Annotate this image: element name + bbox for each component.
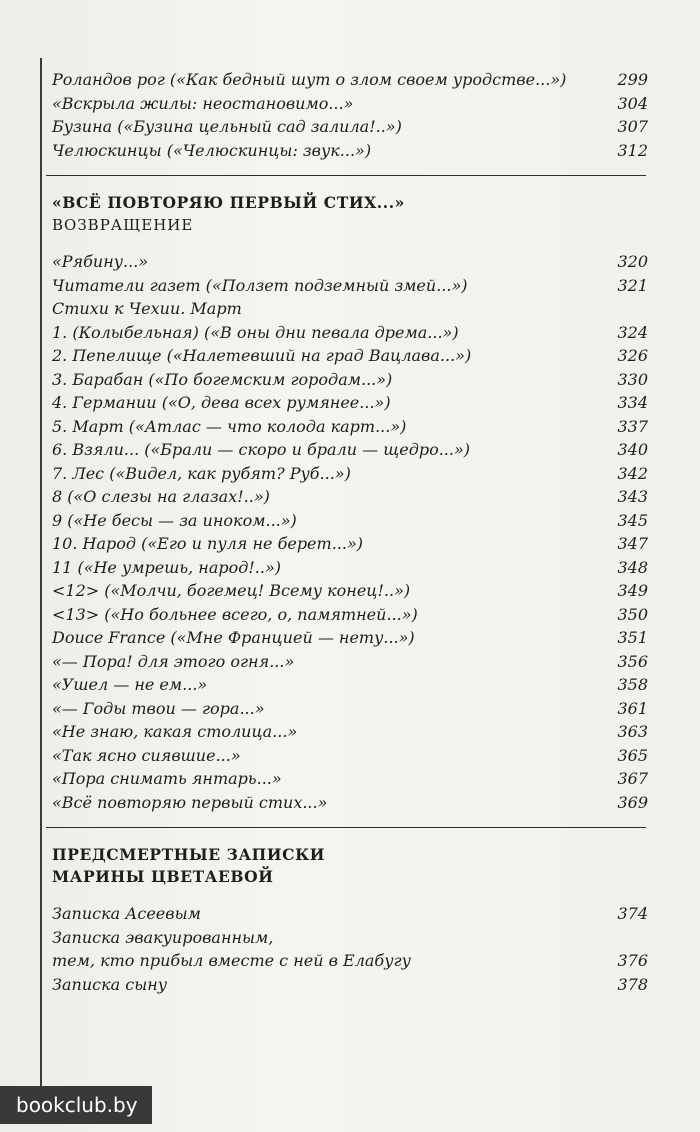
- toc-entry-page-number: 320: [617, 252, 648, 271]
- toc-entry-page-number: 321: [617, 275, 648, 295]
- toc-entry-page-number: 374: [617, 904, 648, 923]
- toc-entry: [52, 462, 648, 486]
- toc-entry: [52, 532, 648, 556]
- toc-entry-title: «Рябину...»: [52, 252, 149, 271]
- toc-list-verses: [52, 250, 648, 814]
- toc-entry-page-number: 343: [617, 487, 648, 506]
- section-heading-notes: [52, 844, 648, 888]
- toc-entry: [52, 438, 648, 462]
- toc-entry-page-number: 324: [617, 322, 648, 342]
- page-gutter-line: [40, 58, 42, 1098]
- toc-entry-title: «Так ясно сиявшие...»: [52, 745, 241, 765]
- toc-entry-title: Читатели газет («Ползет подземный змей...»): [52, 275, 468, 295]
- toc-entry-page-number: 367: [617, 769, 648, 788]
- toc-entry-title: 4. Германии («О, дева всех румянее...»): [52, 393, 391, 412]
- toc-entry: [52, 720, 648, 744]
- toc-entry: [52, 344, 648, 368]
- toc-entry-title: Douce France («Мне Францией — нету...»): [52, 628, 415, 647]
- toc-entry: [52, 92, 648, 116]
- toc-entry-page-number: 378: [617, 974, 648, 994]
- toc-entry-page-number: 337: [617, 416, 648, 436]
- toc-entry-title: 5. Март («Атлас — что колода карт...»): [52, 416, 407, 436]
- toc-entry-title: 7. Лес («Видел, как рубят? Руб...»): [52, 463, 351, 483]
- toc-entry-page-number: 361: [617, 698, 648, 718]
- toc-entry: [52, 321, 648, 345]
- toc-entry: [52, 139, 648, 163]
- toc-entry-page-number: 348: [617, 557, 648, 577]
- toc-entry: [52, 926, 648, 950]
- toc-entry-page-number: 363: [617, 722, 648, 741]
- toc-entry-page-number: 349: [617, 581, 648, 600]
- toc-entry: [52, 791, 648, 815]
- toc-entry-title: «Всё повторяю первый стих...»: [52, 792, 328, 812]
- toc-entry-page-number: 307: [617, 117, 648, 136]
- toc-entry: [52, 767, 648, 791]
- toc-entry: [52, 391, 648, 415]
- toc-entry: [52, 744, 648, 768]
- section-divider: [46, 175, 646, 176]
- toc-entry-page-number: 356: [617, 651, 648, 671]
- toc-entry-title: <13> («Но больнее всего, о, памятней...»): [52, 604, 418, 624]
- toc-entry-title: 6. Взяли... («Брали — скоро и брали — щедро...»): [52, 440, 470, 459]
- toc-entry-title: 11 («Не умрешь, народ!..»): [52, 557, 282, 577]
- toc-entry: [52, 603, 648, 627]
- toc-entry: [52, 556, 648, 580]
- toc-entry-title: Челюскинцы («Челюскинцы: звук...»): [52, 140, 372, 160]
- toc-entry-page-number: 350: [617, 604, 648, 624]
- toc-entry-page-number: 299: [617, 70, 648, 89]
- toc-entry-page-number: 351: [617, 628, 648, 647]
- toc-entry-title: 9 («Не бесы — за иноком...»): [52, 510, 297, 530]
- toc-entry: [52, 509, 648, 533]
- toc-list-top: [52, 68, 648, 162]
- section-heading-verses: «ВСЁ ПОВТОРЯЮ ПЕРВЫЙ СТИХ...»: [52, 193, 405, 212]
- toc-entry-title: Стихи к Чехии. Март: [52, 299, 242, 318]
- toc-entry-title: Роландов рог («Как бедный шут о злом своем уродстве...»): [52, 70, 567, 89]
- section-heading-notes-line1: ПРЕДСМЕРТНЫЕ ЗАПИСКИ: [52, 845, 326, 864]
- toc-entry-page-number: 304: [617, 93, 648, 113]
- toc-entry: [52, 368, 648, 392]
- toc-entry-page-number: 330: [617, 369, 648, 389]
- toc-entry-title: 1. (Колыбельная) («В оны дни певала дрема...»): [52, 322, 459, 342]
- toc-entry: [52, 626, 648, 650]
- site-watermark: bookclub.by: [0, 1086, 152, 1124]
- toc-entry-page-number: 326: [617, 346, 648, 365]
- toc-entry-title: «— Пора! для этого огня...»: [52, 651, 295, 671]
- toc-entry: [52, 274, 648, 298]
- toc-entry: [52, 485, 648, 509]
- toc-entry: [52, 902, 648, 926]
- toc-entry-title: Записка эвакуированным,: [52, 927, 274, 947]
- toc-entry-title: 8 («О слезы на глазах!..»): [52, 487, 270, 506]
- toc-entry-title: 10. Народ («Его и пуля не берет...»): [52, 534, 363, 553]
- toc-entry-page-number: 347: [617, 534, 648, 553]
- section-subheading-return: ВОЗВРАЩЕНИЕ: [52, 216, 194, 234]
- toc-entry-page-number: 369: [617, 792, 648, 812]
- toc-entry-title: 3. Барабан («По богемским городам...»): [52, 369, 393, 389]
- toc-list-notes: [52, 902, 648, 996]
- toc-entry: [52, 415, 648, 439]
- toc-entry-title: <12> («Молчи, богемец! Всему конец!..»): [52, 581, 411, 600]
- toc-entry-title: Записка сыну: [52, 974, 168, 994]
- toc-entry-title: Бузина («Бузина цельный сад залила!..»): [52, 117, 402, 136]
- toc-entry-title: «— Годы твои — гора...»: [52, 698, 265, 718]
- toc-entry-page-number: 345: [617, 510, 648, 530]
- toc-entry: [52, 673, 648, 697]
- toc-entry-title: 2. Пепелище («Налетевший на град Вацлава...»): [52, 346, 472, 365]
- toc-entry-title: «Пора снимать янтарь...»: [52, 769, 282, 788]
- toc-entry-title: «Ушел — не ем...»: [52, 675, 208, 694]
- toc-entry-title: «Вскрыла жилы: неостановимо...»: [52, 93, 354, 113]
- toc-entry: [52, 650, 648, 674]
- section-divider: [46, 827, 646, 828]
- toc-entry: [52, 697, 648, 721]
- toc-entry-page-number: 342: [617, 463, 648, 483]
- toc-entry: [52, 250, 648, 274]
- toc-entry: [52, 115, 648, 139]
- toc-entry: [52, 973, 648, 997]
- toc-entry-page-number: 312: [617, 140, 648, 160]
- toc-entry: [52, 579, 648, 603]
- toc-entry-title: Записка Асеевым: [52, 904, 201, 923]
- table-of-contents: [52, 68, 648, 996]
- toc-entry-title: тем, кто прибыл вместе с ней в Елабугу: [52, 951, 411, 970]
- toc-entry-page-number: 376: [617, 951, 648, 970]
- toc-entry-page-number: 358: [617, 675, 648, 694]
- toc-entry: [52, 949, 648, 973]
- toc-entry-page-number: 334: [617, 393, 648, 412]
- toc-entry: [52, 297, 648, 321]
- toc-entry-title: «Не знаю, какая столица...»: [52, 722, 298, 741]
- section-heading-notes-line2: МАРИНЫ ЦВЕТАЕВОЙ: [52, 867, 274, 886]
- toc-entry-page-number: 340: [617, 440, 648, 459]
- toc-entry-page-number: 365: [617, 745, 648, 765]
- toc-entry: [52, 68, 648, 92]
